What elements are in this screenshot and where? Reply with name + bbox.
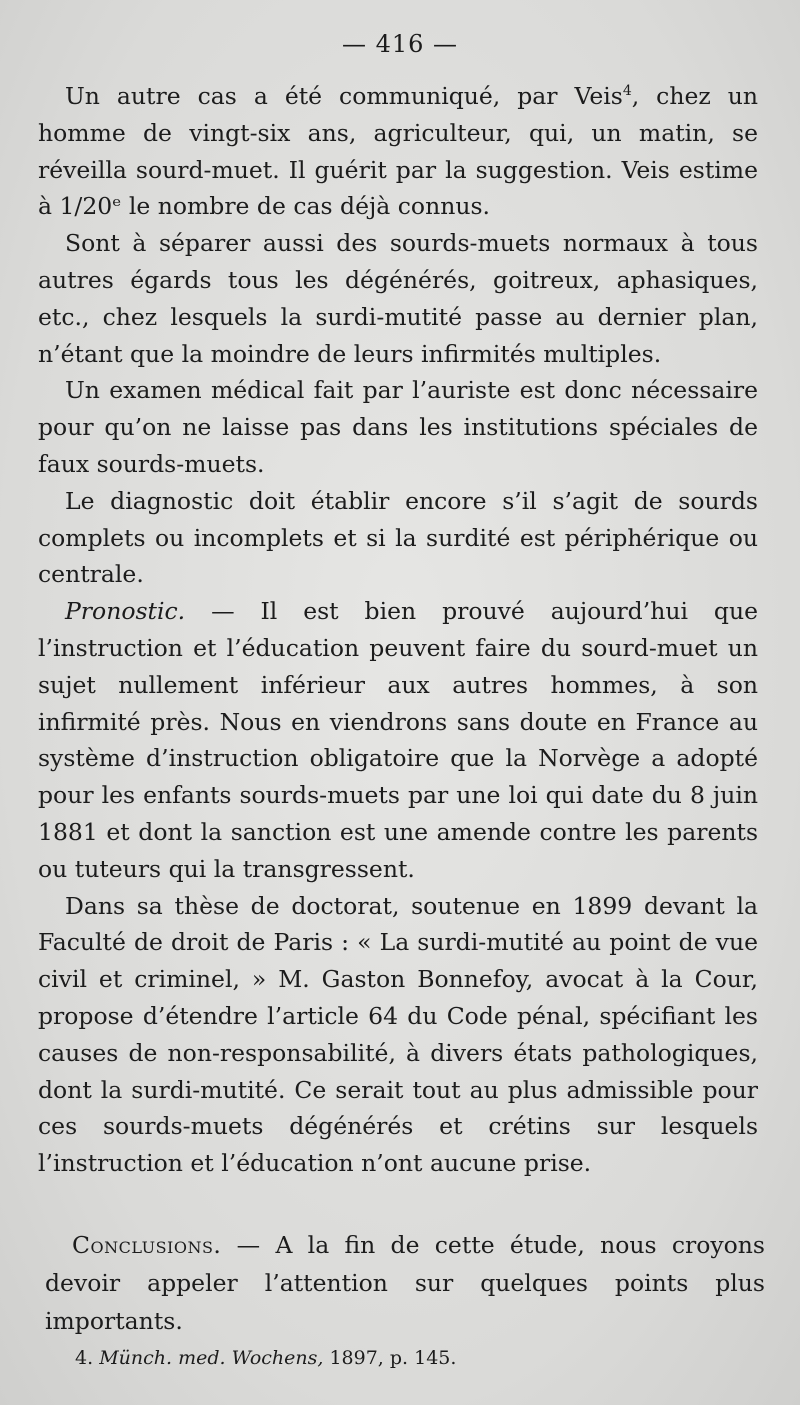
paragraph-text: — A la fin de cette étude, nous croyons devoir appeler l’attention sur quelques points plus importants.: [45, 1231, 765, 1335]
conclusions-block: [45, 1226, 765, 1340]
paragraph-diagnostic: Le diagnostic doit établir encore s’il s’agit de sourds complets ou incomplets et si la surdité est périphérique ou centrale.: [38, 486, 758, 589]
paragraph-these-doctorat: Dans sa thèse de doctorat, soutenue en 1899 devant la Faculté de droit de Paris : « La surdi-mutité au point de vue civil et criminel, » M. Gaston Bonnefoy, avocat à la Cour, propose d’étendre l’article 64 du Code pénal, spécifiant les causes de non-responsabilité, à divers états pathologiques, dont la surdi-mutité. Ce serait tout au plus admissible pour ces sourds-muets dégénérés et crétins sur lesquels l’instruction et l’éducation n’ont aucune prise.: [38, 891, 758, 1178]
footnote: [75, 1346, 456, 1370]
footnote-details: 1897, p. 145.: [323, 1347, 457, 1369]
body-text: [38, 78, 758, 1182]
paragraph-veis-case: [38, 78, 758, 225]
section-heading-pronostic: Pronostic.: [65, 597, 186, 626]
paragraph-text: Un autre cas a été communiqué, par Veis: [65, 82, 623, 110]
footnote-number: 4.: [75, 1347, 94, 1369]
paragraph-degeneres: Sont à séparer aussi des sourds-muets normaux à tous autres égards tous les dégénérés, goitreux, aphasiques, etc., chez lesquels la surdi-mutité passe au dernier plan, n’étant que la moindre de leurs infirmités multiples.: [38, 229, 758, 368]
paragraph-examen-medical: Un examen médical fait par l’auriste est donc nécessaire pour qu’on ne laisse pas dans les institutions spéciales de faux sourds-muets.: [38, 376, 758, 478]
footnote-reference: 4: [622, 83, 632, 100]
section-heading-conclusions: Conclusions.: [72, 1231, 222, 1259]
page-number: — 416 —: [341, 30, 459, 58]
paragraph-text: — Il est bien prouvé aujourd’hui que l’instruction et l’éducation peuvent faire du sourd-muet un sujet nullement inférieur aux autres hommes, à son infirmité près. Nous en viendrons sans doute en France au système d’instruction obligatoire que la Norvège a adopté pour les enfants sourds-muets par une loi qui date du 8 juin 1881 et dont la sanction est une amende contre les parents ou tuteurs qui la transgressent.: [38, 597, 758, 883]
paragraph-text: , chez un homme de vingt-six ans, agriculteur, qui, un matin, se réveilla sourd-muet. Il guérit par la suggestion. Veis estime à 1/20ᵉ le nombre de cas déjà connus.: [38, 82, 759, 221]
paragraph-pronostic: [38, 593, 758, 887]
footnote-source: Münch. med. Wochens,: [99, 1347, 324, 1369]
paragraph-conclusions: [45, 1226, 765, 1340]
